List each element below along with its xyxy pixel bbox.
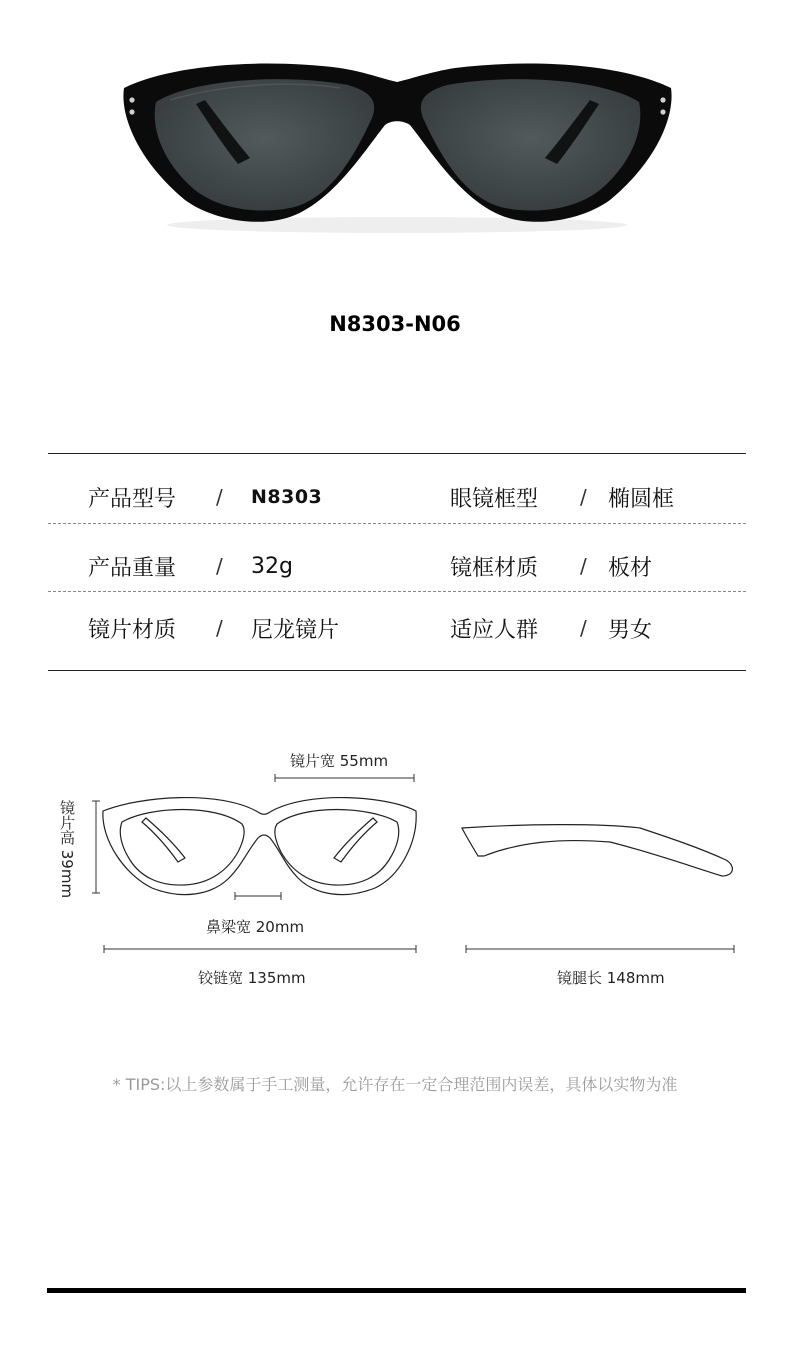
spec-separator: /	[216, 485, 223, 509]
spec-separator: /	[580, 485, 587, 509]
spec-separator: /	[216, 616, 223, 640]
spec-value: 椭圆框	[608, 486, 675, 512]
spec-value: 板材	[608, 555, 653, 581]
glasses-front-outline-icon	[103, 798, 416, 895]
spec-separator: /	[216, 554, 223, 578]
bridge-width-label: 鼻梁宽 20mm	[206, 918, 305, 936]
model-title: N8303-N06	[329, 312, 461, 336]
spec-value: 32g	[251, 553, 293, 579]
spec-table-bottom-rule	[48, 670, 746, 671]
spec-label: 镜框材质	[450, 555, 539, 581]
dimension-diagram	[0, 740, 790, 980]
lens-width-label: 镜片宽 55mm	[290, 752, 389, 770]
spec-label: 适应人群	[450, 617, 539, 643]
spec-label: 眼镜框型	[450, 486, 539, 512]
glasses-temple-outline-icon	[462, 825, 732, 876]
spec-row	[48, 536, 746, 596]
spec-value: 男女	[608, 617, 653, 643]
spec-value: 尼龙镜片	[251, 617, 340, 643]
spec-separator: /	[580, 554, 587, 578]
spec-divider	[48, 523, 746, 524]
sunglasses-photo	[110, 40, 685, 240]
tips-note: * TIPS:以上参数属于手工测量，允许存在一定合理范围内误差，具体以实物为准	[112, 1075, 678, 1094]
lens-height-label: 镜片高 39mm	[58, 800, 76, 899]
spec-label: 产品重量	[88, 555, 177, 581]
spec-separator: /	[580, 616, 587, 640]
bottom-bar	[47, 1288, 746, 1293]
spec-row	[48, 467, 746, 527]
spec-label: 镜片材质	[88, 617, 177, 643]
spec-label: 产品型号	[88, 486, 177, 512]
spec-divider	[48, 591, 746, 592]
spec-table-top-rule	[48, 453, 746, 454]
temple-length-label: 镜腿长 148mm	[557, 969, 665, 987]
spec-row	[48, 598, 746, 658]
hinge-width-label: 铰链宽 135mm	[198, 969, 306, 987]
spec-value: N8303	[251, 486, 323, 508]
